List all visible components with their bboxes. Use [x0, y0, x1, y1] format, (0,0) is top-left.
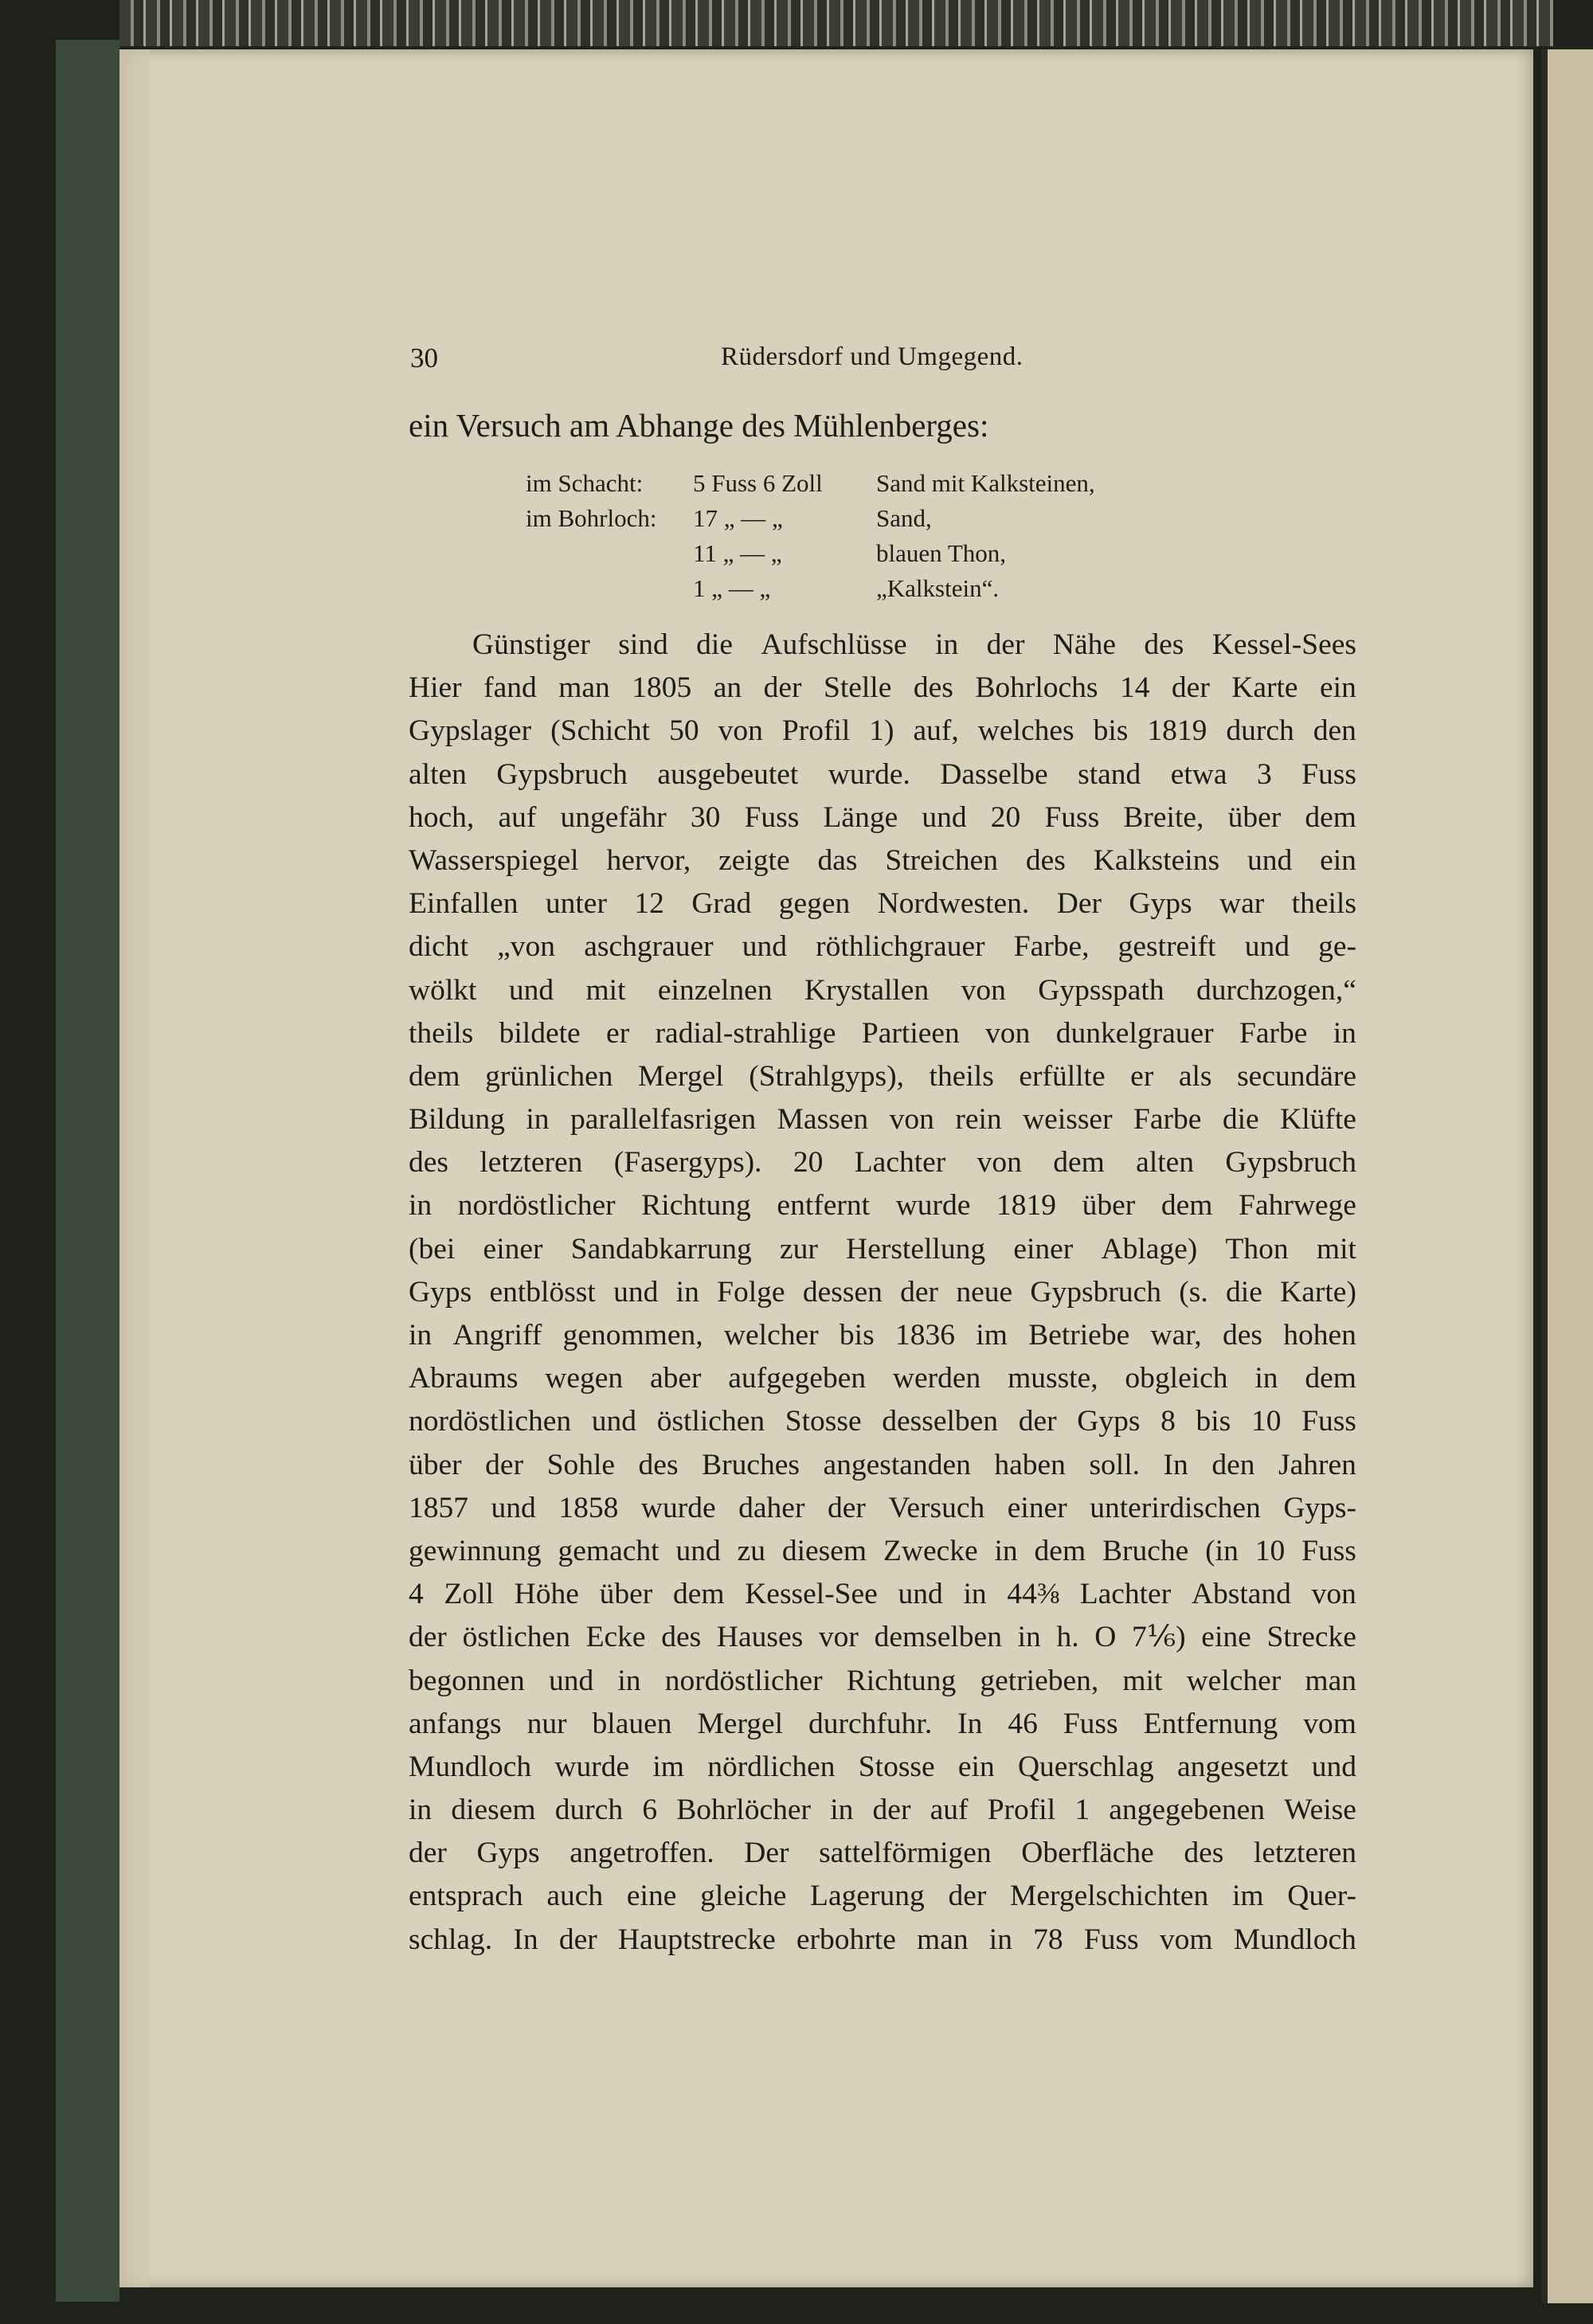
text-line: Gypslager (Schicht 50 von Profil 1) auf, welches bis 1819 durch den [409, 714, 1356, 748]
boring-log-label: im Bohrloch: [526, 504, 657, 532]
text-line: dicht „von aschgrauer und röthlichgrauer Farbe, gestreift und ge- [409, 930, 1356, 964]
boring-log-depth: 5 Fuss 6 Zoll [693, 469, 823, 497]
text-line: Hier fand man 1805 an der Stelle des Bohrlochs 14 der Karte ein [409, 671, 1356, 705]
page-number: 30 [410, 342, 438, 374]
text-line: in nordöstlicher Richtung entfernt wurde 1819 über dem Fahrwege [409, 1189, 1356, 1223]
text-line: (bei einer Sandabkarrung zur Herstellung einer Ablage) Thon mit [409, 1232, 1356, 1266]
next-page-edge [1541, 49, 1593, 2303]
text-line: 4 Zoll Höhe über dem Kessel-See und in 44⅜ Lachter Abstand von [409, 1578, 1356, 1611]
text-line: wölkt und mit einzelnen Krystallen von Gypsspath durchzogen,“ [409, 973, 1356, 1007]
boring-log-material: blauen Thon, [876, 539, 1007, 567]
text-line: Abraums wegen aber aufgegeben werden musste, obgleich in dem [409, 1362, 1356, 1395]
text-line: Mundloch wurde im nördlichen Stosse ein Querschlag angesetzt und [409, 1750, 1356, 1783]
boring-log-material: Sand mit Kalksteinen, [876, 469, 1095, 497]
text-line: dem grünlichen Mergel (Strahlgyps), theils erfüllte er als secundäre [409, 1059, 1356, 1093]
text-line: hoch, auf ungefähr 30 Fuss Länge und 20 Fuss Breite, über dem [409, 800, 1356, 834]
boring-log-material: Sand, [876, 504, 932, 532]
text-line: über der Sohle des Bruches angestanden haben soll. In den Jahren [409, 1448, 1356, 1481]
text-line: Einfallen unter 12 Grad gegen Nordwesten. Der Gyps war theils [409, 887, 1356, 921]
text-line: Günstiger sind die Aufschlüsse in der Nähe des Kessel-Sees [472, 628, 1356, 661]
boring-log-label: im Schacht: [526, 469, 644, 497]
text-line: Bildung in parallelfasrigen Massen von rein weisser Farbe die Klüfte [409, 1103, 1356, 1137]
text-line: der Gyps angetroffen. Der sattelförmigen Oberfläche des letzteren [409, 1837, 1356, 1870]
text-line: schlag. In der Hauptstrecke erbohrte man in 78 Fuss vom Mundloch [409, 1923, 1356, 1956]
text-line: der östlichen Ecke des Hauses vor demselben in h. O 7⅙) eine Strecke [409, 1621, 1356, 1654]
text-line: in diesem durch 6 Bohrlöcher in der auf Profil 1 angegebenen Weise [409, 1794, 1356, 1827]
text-line: begonnen und in nordöstlicher Richtung getrieben, mit welcher man [409, 1664, 1356, 1697]
text-line: alten Gypsbruch ausgebeutet wurde. Dasselbe stand etwa 3 Fuss [409, 757, 1356, 791]
running-head: Rüdersdorf und Umgegend. [721, 342, 1024, 371]
text-line: Gyps entblösst und in Folge dessen der neue Gypsbruch (s. die Karte) [409, 1275, 1356, 1309]
text-line: entsprach auch eine gleiche Lagerung der Mergelschichten im Quer- [409, 1880, 1356, 1913]
boring-log-depth: 1 „ — „ [693, 574, 771, 602]
intro-line: ein Versuch am Abhange des Mühlenberges: [409, 407, 989, 444]
book-cover-edge [56, 40, 119, 2302]
text-line: in Angriff genommen, welcher bis 1836 im Betriebe war, des hohen [409, 1319, 1356, 1352]
text-line: gewinnung gemacht und zu diesem Zwecke in dem Bruche (in 10 Fuss [409, 1534, 1356, 1567]
text-line: 1857 und 1858 wurde daher der Versuch einer unterirdischen Gyps- [409, 1491, 1356, 1524]
text-line: anfangs nur blauen Mergel durchfuhr. In 46 Fuss Entfernung vom [409, 1707, 1356, 1740]
boring-log-depth: 17 „ — „ [693, 504, 783, 532]
text-line: theils bildete er radial-strahlige Partieen von dunkelgrauer Farbe in [409, 1016, 1356, 1050]
body-paragraph [409, 624, 1356, 1962]
text-line: des letzteren (Fasergyps). 20 Lachter von dem alten Gypsbruch [409, 1146, 1356, 1180]
book-spine-top-edge [119, 0, 1553, 46]
boring-log-material: „Kalkstein“. [876, 574, 1000, 602]
page-gutter-shadow [119, 49, 150, 2287]
text-line: Wasserspiegel hervor, zeigte das Streichen des Kalksteins und ein [409, 843, 1356, 877]
text-line: nordöstlichen und östlichen Stosse desselben der Gyps 8 bis 10 Fuss [409, 1405, 1356, 1438]
boring-log-depth: 11 „ — „ [693, 539, 782, 567]
